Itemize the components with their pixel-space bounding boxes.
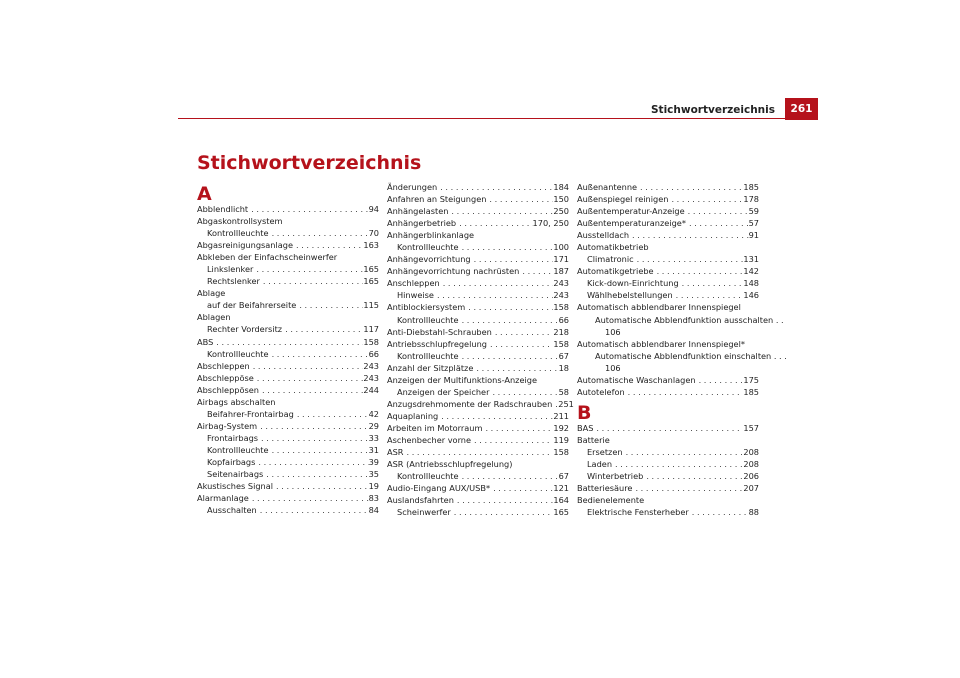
index-entry — [197, 203, 379, 215]
index-entry-page: 158 — [363, 336, 379, 347]
index-entry-page: 165 — [553, 507, 569, 518]
dot-leader — [490, 482, 553, 494]
dot-leader — [282, 323, 363, 335]
dot-leader — [629, 229, 749, 241]
dot-leader — [456, 217, 532, 229]
index-entry-term: Außenantenne — [577, 182, 638, 192]
index-entry-page: 39 — [368, 456, 379, 467]
dot-leader — [248, 203, 368, 215]
index-entry-term: Anhängevorrichtung — [387, 254, 471, 265]
index-entry — [197, 239, 379, 251]
dot-leader — [293, 239, 363, 251]
index-entry-page: 175 — [743, 374, 759, 385]
index-entry-term: Beifahrer-Frontairbag — [207, 408, 294, 419]
index-entry — [387, 289, 569, 301]
index-heading: Bedienelemente — [577, 495, 645, 506]
index-entry-term: Außentemperatur-Anzeige — [577, 206, 685, 217]
index-entry-term: Änderungen — [387, 182, 438, 192]
index-entry-page: 165 — [363, 276, 379, 287]
index-entry — [577, 253, 759, 265]
dot-leader — [612, 458, 743, 470]
index-entry-term: Anzugsdrehmomente der Radschrauben — [387, 398, 553, 409]
dot-leader — [269, 348, 369, 360]
index-entry — [387, 326, 569, 338]
index-entry-page: 185 — [743, 386, 759, 397]
dot-leader — [250, 360, 364, 372]
index-entry-page: 218 — [553, 326, 569, 337]
section-letter: A — [197, 183, 212, 205]
index-entry-term: Kontrollleuchte — [397, 314, 459, 325]
index-entry — [387, 277, 569, 289]
index-entry-term: Linkslenker — [207, 264, 254, 275]
index-heading: Automatische Abblendfunktion einschalten . . . — [595, 350, 787, 361]
index-entry-page: 206 — [743, 471, 759, 482]
index-heading: Abkleben der Einfachscheinwerfer — [197, 252, 338, 263]
dot-leader — [686, 217, 749, 229]
index-entry-page: 243 — [553, 290, 569, 301]
index-entry-term: Anzahl der Sitzplätze — [387, 362, 474, 373]
index-entry-term: Kontrollleuchte — [207, 348, 269, 359]
dot-leader — [448, 205, 553, 217]
dot-leader — [294, 408, 369, 420]
dot-leader — [257, 504, 369, 516]
index-entry-term: Wählhebelstellungen — [587, 290, 673, 301]
index-entry-term: Batteriesäure — [577, 483, 633, 494]
index-entry-page: 88 — [748, 507, 759, 518]
index-entry — [577, 265, 759, 277]
index-entry — [577, 193, 759, 205]
index-entry-page: 244 — [363, 384, 379, 395]
index-entry — [197, 348, 379, 360]
index-entry-term: Außenspiegel reinigen — [577, 194, 669, 205]
dot-leader — [679, 277, 744, 289]
index-entry — [577, 374, 759, 386]
dot-leader — [257, 420, 368, 432]
index-heading: ASR (Antriebsschlupfregelung) — [387, 459, 513, 470]
page-title: Stichwortverzeichnis — [197, 152, 422, 174]
index-entry — [197, 468, 379, 480]
index-entry-page: 158 — [553, 338, 569, 349]
index-entry — [197, 227, 379, 239]
index-entry-term: Aschenbecher vorne — [387, 434, 472, 445]
dot-leader — [486, 193, 553, 205]
dot-leader — [296, 299, 363, 311]
dot-leader — [492, 326, 554, 338]
index-entry — [387, 217, 569, 229]
dot-leader — [623, 446, 744, 458]
index-entry — [197, 263, 379, 275]
index-entry-page: 171 — [553, 254, 569, 265]
index-entry-term: Anhängerbetrieb — [387, 218, 457, 229]
index-entry — [387, 301, 569, 313]
index-entry — [197, 408, 379, 420]
index-entry-page: 83 — [368, 493, 379, 504]
index-heading: Abgaskontrollsystem — [197, 216, 283, 227]
index-entry-page: 187 — [553, 266, 569, 277]
dot-leader — [459, 241, 554, 253]
dot-leader — [254, 372, 364, 384]
index-entry — [197, 372, 379, 384]
index-entry-page: 165 — [363, 264, 379, 275]
index-entry-term: Auslandsfahrten — [387, 495, 454, 506]
index-entry-term: Climatronic — [587, 254, 634, 265]
dot-leader — [258, 432, 369, 444]
section-letter: B — [577, 401, 592, 424]
index-entry-page: 115 — [363, 300, 379, 311]
index-entry-term: Frontairbags — [207, 432, 259, 443]
dot-leader — [437, 181, 553, 193]
index-entry — [387, 362, 569, 374]
index-entry-page: 119 — [553, 434, 569, 445]
index-entry-term: Ausschalten — [207, 505, 257, 516]
index-entry-page: 91 — [748, 230, 759, 241]
dot-leader — [454, 494, 553, 506]
index-entry — [577, 422, 759, 434]
index-entry-page: 184 — [553, 182, 569, 192]
index-entry-term: Laden — [587, 458, 613, 469]
index-entry-term: auf der Beifahrerseite — [207, 300, 297, 311]
index-entry — [197, 480, 379, 492]
dot-leader — [593, 422, 743, 434]
index-entry-term: Außentemperaturanzeige* — [577, 218, 686, 229]
index-entry-page: 208 — [743, 446, 759, 457]
index-entry — [387, 422, 569, 434]
dot-leader — [459, 470, 559, 482]
index-entry-term: Kopfairbags — [207, 456, 256, 467]
index-heading: Automatisch abblendbarer Innenspiegel* — [577, 338, 745, 349]
index-entry — [387, 205, 569, 217]
index-entry — [577, 217, 759, 229]
index-heading: Ablage — [197, 288, 226, 299]
index-heading: 106 — [605, 326, 621, 337]
dot-leader — [673, 289, 744, 301]
index-entry-page: 243 — [363, 360, 379, 371]
index-entry-page: 42 — [368, 408, 379, 419]
dot-leader — [487, 338, 553, 350]
dot-leader — [471, 434, 553, 446]
index-entry — [387, 265, 569, 277]
index-entry-term: Kick-down-Einrichtung — [587, 278, 679, 289]
index-entry-term: Abschleppen — [197, 360, 250, 371]
index-entry-page: 18 — [558, 362, 569, 373]
index-entry-page: 94 — [368, 204, 379, 214]
index-entry — [577, 181, 759, 193]
dot-leader — [259, 384, 363, 396]
index-entry-page: 157 — [743, 422, 759, 433]
index-entry — [197, 299, 379, 311]
index-entry-term: Anhängevorrichtung nachrüsten — [387, 266, 520, 277]
index-entry-term: ABS — [197, 336, 214, 347]
index-entry — [197, 504, 379, 516]
index-heading: Anhängerblinkanlage — [387, 230, 475, 241]
dot-leader — [471, 253, 554, 265]
index-entry-term: Rechter Vordersitz — [207, 324, 283, 335]
index-column-1 — [197, 181, 379, 516]
dot-leader — [249, 492, 369, 504]
index-entry-page: 192 — [553, 422, 569, 433]
dot-leader — [668, 193, 743, 205]
index-entry — [387, 506, 569, 518]
index-entry — [387, 314, 569, 326]
index-entry-term: Anti-Diebstahl-Schrauben — [387, 326, 492, 337]
index-entry-term: Autotelefon — [577, 386, 625, 397]
index-entry-page: 170, 250 — [532, 218, 569, 229]
index-heading: Ablagen — [197, 312, 231, 323]
index-entry-term: Antriebsschlupfregelung — [387, 338, 487, 349]
dot-leader — [625, 386, 744, 398]
index-entry-term: Winterbetrieb — [587, 471, 644, 482]
index-heading: Batterie — [577, 434, 610, 445]
dot-leader — [255, 456, 368, 468]
index-entry-page: 84 — [368, 505, 379, 516]
index-entry-page: 150 — [553, 194, 569, 205]
dot-leader — [269, 444, 369, 456]
index-entry — [577, 386, 759, 398]
index-entry-page: 158 — [553, 447, 569, 458]
index-entry-term: Automatische Waschanlagen — [577, 374, 696, 385]
dot-leader — [685, 205, 749, 217]
dot-leader — [459, 314, 559, 326]
index-entry — [387, 338, 569, 350]
index-entry — [577, 229, 759, 241]
index-entry — [577, 205, 759, 217]
dot-leader — [632, 482, 743, 494]
index-entry — [387, 350, 569, 362]
index-heading: 106 — [605, 362, 621, 373]
index-entry — [577, 277, 759, 289]
index-entry-page: 164 — [553, 495, 569, 506]
dot-leader — [269, 227, 369, 239]
dot-leader — [696, 374, 744, 386]
index-entry-term: BAS — [577, 422, 594, 433]
index-entry-term: Anhängelasten — [387, 206, 449, 217]
index-entry — [197, 492, 379, 504]
index-entry-page: 250 — [553, 206, 569, 217]
index-entry — [197, 275, 379, 287]
dot-leader — [434, 289, 553, 301]
index-entry-page: 35 — [368, 469, 379, 480]
index-entry — [387, 241, 569, 253]
index-entry — [387, 386, 569, 398]
index-entry-page: 66 — [368, 348, 379, 359]
index-entry-term: Airbag-System — [197, 420, 258, 431]
index-entry-term: Ausstelldach — [577, 230, 630, 241]
index-entry-term: Automatikgetriebe — [577, 266, 654, 277]
index-entry — [387, 410, 569, 422]
index-entry — [387, 398, 574, 410]
index-entry-term: ASR — [387, 447, 404, 458]
index-entry-term: Kontrollleuchte — [207, 444, 269, 455]
index-entry-page: 163 — [363, 240, 379, 251]
dot-leader — [273, 480, 369, 492]
index-entry-page: 207 — [743, 483, 759, 494]
index-entry-page: 131 — [743, 254, 759, 265]
index-entry — [577, 482, 759, 494]
dot-leader — [438, 410, 553, 422]
index-entry-term: Abschleppösen — [197, 384, 259, 395]
index-entry — [577, 470, 759, 482]
page-number-badge: 261 — [785, 98, 818, 120]
index-column-2 — [387, 181, 574, 518]
index-entry-term: Seitenairbags — [207, 469, 264, 480]
index-entry-term: Abgasreinigungsanlage — [197, 240, 294, 251]
dot-leader — [440, 277, 554, 289]
index-entry-page: 31 — [368, 444, 379, 455]
index-entry-page: 58 — [558, 386, 569, 397]
index-entry-page: 208 — [743, 458, 759, 469]
index-entry — [197, 444, 379, 456]
index-entry — [387, 434, 569, 446]
dot-leader — [482, 422, 553, 434]
index-entry-term: Kontrollleuchte — [397, 471, 459, 482]
index-entry-page: 67 — [558, 471, 569, 482]
index-entry-term: Antiblockiersystem — [387, 302, 466, 313]
index-entry — [387, 193, 569, 205]
index-entry-page: 146 — [743, 290, 759, 301]
index-entry-page: 158 — [553, 302, 569, 313]
index-entry — [577, 506, 759, 518]
index-entry — [197, 456, 379, 468]
dot-leader — [459, 350, 559, 362]
dot-leader — [634, 253, 744, 265]
index-entry-term: Audio-Eingang AUX/USB* — [387, 483, 491, 494]
dot-leader — [465, 301, 553, 313]
dot-leader — [519, 265, 553, 277]
dot-leader — [253, 263, 363, 275]
dot-leader — [260, 275, 363, 287]
dot-leader — [637, 181, 743, 193]
index-entry-page: 33 — [368, 432, 379, 443]
index-entry-term: Abschleppöse — [197, 372, 254, 383]
index-entry-term: Elektrische Fensterheber — [587, 507, 689, 518]
index-heading: Anzeigen der Multifunktions-Anzeige — [387, 374, 538, 385]
index-entry-page: 70 — [368, 228, 379, 239]
dot-leader — [489, 386, 558, 398]
index-entry-term: Arbeiten im Motorraum — [387, 422, 483, 433]
index-entry-term: Kontrollleuchte — [397, 350, 459, 361]
index-entry — [577, 458, 759, 470]
index-entry-page: 67 — [558, 350, 569, 361]
index-entry — [387, 482, 569, 494]
index-entry-term: Alarmanlage — [197, 493, 249, 504]
index-entry — [387, 494, 569, 506]
index-entry-page: 185 — [743, 182, 759, 192]
index-entry — [577, 446, 759, 458]
index-entry-term: Anzeigen der Speicher — [397, 386, 490, 397]
index-entry — [387, 446, 569, 458]
index-column-3 — [577, 181, 787, 518]
index-entry-term: Anschleppen — [387, 278, 440, 289]
index-heading: Airbags abschalten — [197, 396, 276, 407]
index-entry — [387, 181, 569, 193]
dot-leader — [451, 506, 554, 518]
index-heading: Automatisch abblendbarer Innenspiegel — [577, 302, 741, 313]
dot-leader — [643, 470, 743, 482]
index-entry-page: 243 — [553, 278, 569, 289]
index-entry-page: 178 — [743, 194, 759, 205]
dot-leader — [689, 506, 749, 518]
index-entry — [577, 289, 759, 301]
header-rule — [178, 118, 818, 119]
dot-leader — [404, 446, 554, 458]
index-entry-term: Scheinwerfer — [397, 507, 451, 518]
index-entry — [197, 336, 379, 348]
dot-leader — [263, 468, 368, 480]
index-entry-page: 117 — [363, 324, 379, 335]
index-entry-page: 243 — [363, 372, 379, 383]
index-entry-term: Abblendlicht — [197, 204, 249, 214]
index-entry — [197, 384, 379, 396]
index-entry — [197, 432, 379, 444]
index-entry-page: 251 — [558, 398, 574, 409]
index-entry-term: Ersetzen — [587, 446, 623, 457]
index-entry-term: Kontrollleuchte — [207, 228, 269, 239]
index-entry-page: 211 — [553, 410, 569, 421]
index-entry — [197, 420, 379, 432]
index-entry — [197, 323, 379, 335]
index-entry-term: Rechtslenker — [207, 276, 260, 287]
index-entry-term: Hinweise — [397, 290, 434, 301]
index-entry-term: Aquaplaning — [387, 410, 439, 421]
index-entry-term: Anfahren an Steigungen — [387, 194, 487, 205]
index-entry-term: Kontrollleuchte — [397, 242, 459, 253]
index-entry-page: 148 — [743, 278, 759, 289]
index-entry-page: 100 — [553, 242, 569, 253]
index-entry-page: 121 — [553, 483, 569, 494]
index-entry-page: 59 — [748, 206, 759, 217]
index-heading: Automatische Abblendfunktion ausschalten . . — [595, 314, 784, 325]
index-entry — [387, 470, 569, 482]
index-entry-page: 66 — [558, 314, 569, 325]
index-entry — [197, 360, 379, 372]
index-entry-page: 29 — [368, 420, 379, 431]
dot-leader — [473, 362, 558, 374]
index-entry-term: Akustisches Signal — [197, 481, 274, 492]
running-header-title: Stichwortverzeichnis — [651, 104, 775, 116]
dot-leader — [654, 265, 744, 277]
index-entry-page: 57 — [748, 218, 759, 229]
index-entry-page: 19 — [368, 481, 379, 492]
dot-leader — [213, 336, 363, 348]
index-entry-page: 142 — [743, 266, 759, 277]
index-heading: Automatikbetrieb — [577, 242, 649, 253]
index-entry — [387, 253, 569, 265]
